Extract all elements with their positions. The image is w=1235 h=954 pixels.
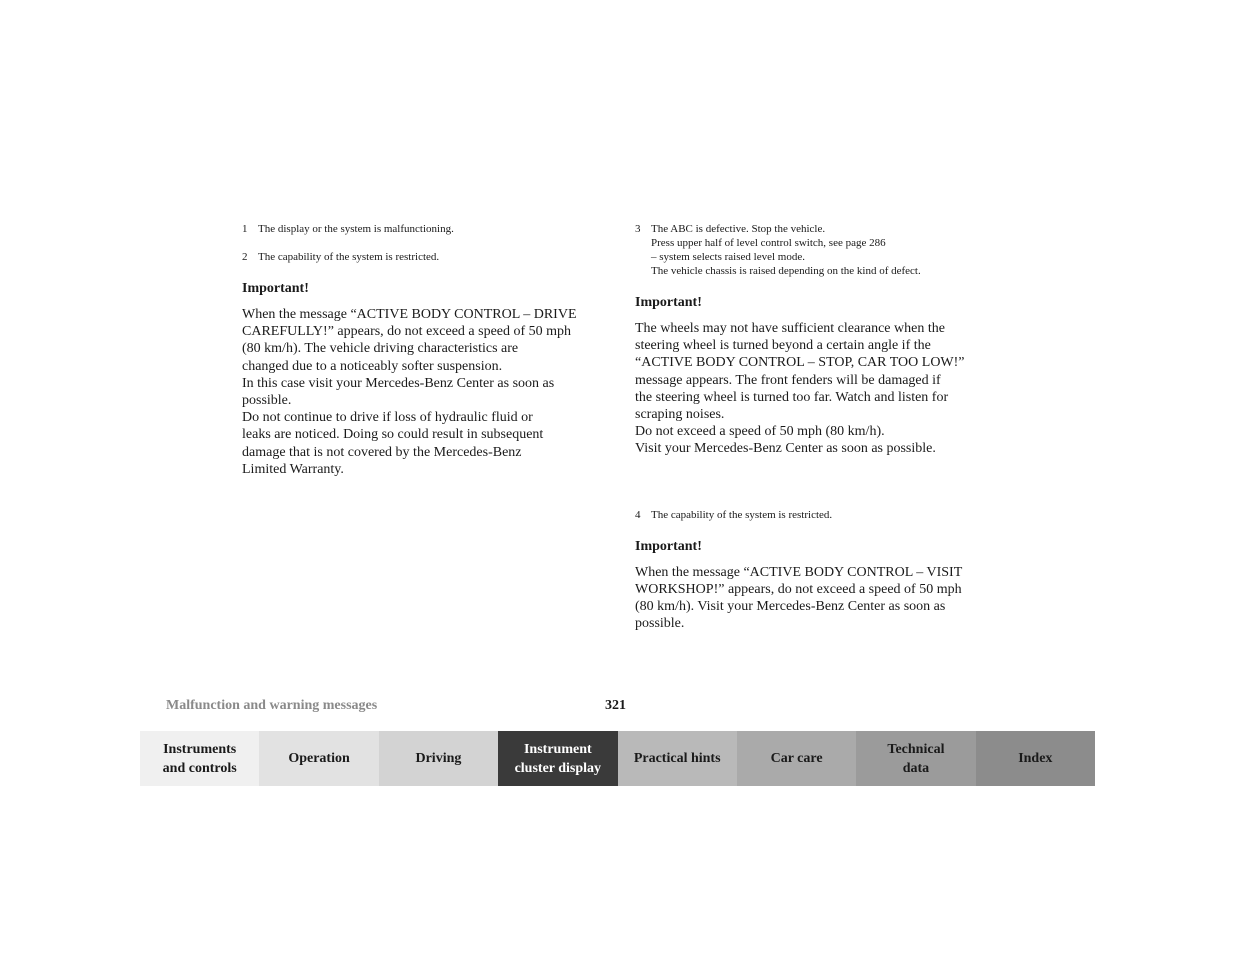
right-column — [635, 222, 995, 632]
tab-instruments-and-controls[interactable]: Instruments and controls — [140, 731, 259, 786]
footnote-number: 1 — [242, 223, 248, 235]
paragraph-line: WORKSHOP!” appears, do not exceed a speed of 50 mph — [635, 581, 962, 597]
paragraph-line: The wheels may not have sufficient clearance when the — [635, 321, 945, 336]
paragraph-line: CAREFULLY!” appears, do not exceed a speed of 50 mph — [242, 324, 572, 340]
footnote-1 — [242, 222, 602, 236]
paragraph-line: message appears. The front fenders will be damaged if — [635, 372, 941, 388]
footnote-line: Press upper half of level control switch, see page 286 — [651, 237, 886, 249]
footnote-text — [258, 250, 602, 264]
section-title: Malfunction and warning messages — [166, 698, 378, 713]
important-paragraph — [242, 306, 602, 478]
footnote-line: The capability of the system is restricted. — [258, 251, 440, 263]
paragraph-line: leaks are noticed. Doing so could result in subsequent — [242, 427, 544, 443]
chapter-tabs — [140, 731, 1095, 786]
tab-technical-data[interactable]: Technical data — [856, 731, 975, 786]
paragraph-line: damage that is not covered by the Mercedes-Benz — [242, 444, 522, 460]
paragraph-line: “ACTIVE BODY CONTROL – STOP, CAR TOO LOW!” — [635, 355, 965, 371]
footnote-text — [651, 508, 995, 522]
tab-instrument-cluster-display[interactable]: Instrument cluster display — [498, 731, 617, 786]
footnote-line: – system selects raised level mode. — [651, 251, 805, 263]
tab-operation[interactable]: Operation — [259, 731, 378, 786]
footnote-line: The display or the system is malfunctioning. — [258, 223, 454, 235]
paragraph-line: When the message “ACTIVE BODY CONTROL – DRIVE — [242, 307, 577, 322]
footnote-line: The ABC is defective. Stop the vehicle. — [651, 223, 826, 235]
footnote-line: The capability of the system is restricted. — [651, 508, 833, 521]
important-heading: Important! — [242, 281, 309, 296]
paragraph-line: scraping noises. — [635, 407, 725, 423]
tab-practical-hints[interactable]: Practical hints — [618, 731, 737, 786]
footnote-3 — [635, 222, 995, 278]
paragraph-line: possible. — [635, 616, 685, 632]
important-paragraph — [635, 320, 995, 458]
footnote-line: The vehicle chassis is raised depending on the kind of defect. — [651, 265, 921, 277]
footnote-4 — [635, 508, 995, 522]
paragraph-line: Do not exceed a speed of 50 mph (80 km/h). — [635, 424, 885, 440]
paragraph-line: When the message “ACTIVE BODY CONTROL – VISIT — [635, 564, 963, 580]
paragraph-line: the steering wheel is turned too far. Watch and listen for — [635, 389, 949, 405]
paragraph-line: possible. — [242, 393, 292, 409]
footnote-number: 2 — [242, 251, 248, 263]
footnote-2 — [242, 250, 602, 264]
tab-driving[interactable]: Driving — [379, 731, 498, 786]
important-heading: Important! — [635, 295, 702, 310]
footnote-text — [651, 222, 995, 278]
tab-index[interactable]: Index — [976, 731, 1095, 786]
paragraph-line: Limited Warranty. — [242, 461, 344, 477]
footnote-text — [258, 222, 602, 236]
paragraph-line: Do not continue to drive if loss of hydraulic fluid or — [242, 410, 533, 426]
paragraph-line: (80 km/h). Visit your Mercedes-Benz Center as soon as — [635, 599, 946, 615]
paragraph-line: steering wheel is turned beyond a certain angle if the — [635, 338, 931, 354]
paragraph-line: (80 km/h). The vehicle driving characteristics are — [242, 341, 519, 357]
paragraph-line: In this case visit your Mercedes-Benz Center as soon as — [242, 375, 555, 391]
footnote-number: 3 — [635, 223, 641, 235]
left-column — [242, 222, 602, 478]
important-heading: Important! — [635, 538, 702, 554]
paragraph-line: Visit your Mercedes-Benz Center as soon as possible. — [635, 441, 936, 457]
page-number: 321 — [605, 698, 626, 713]
footnote-number: 4 — [635, 508, 641, 521]
tab-car-care[interactable]: Car care — [737, 731, 856, 786]
paragraph-line: changed due to a noticeably softer suspension. — [242, 358, 503, 374]
important-paragraph — [635, 564, 995, 633]
